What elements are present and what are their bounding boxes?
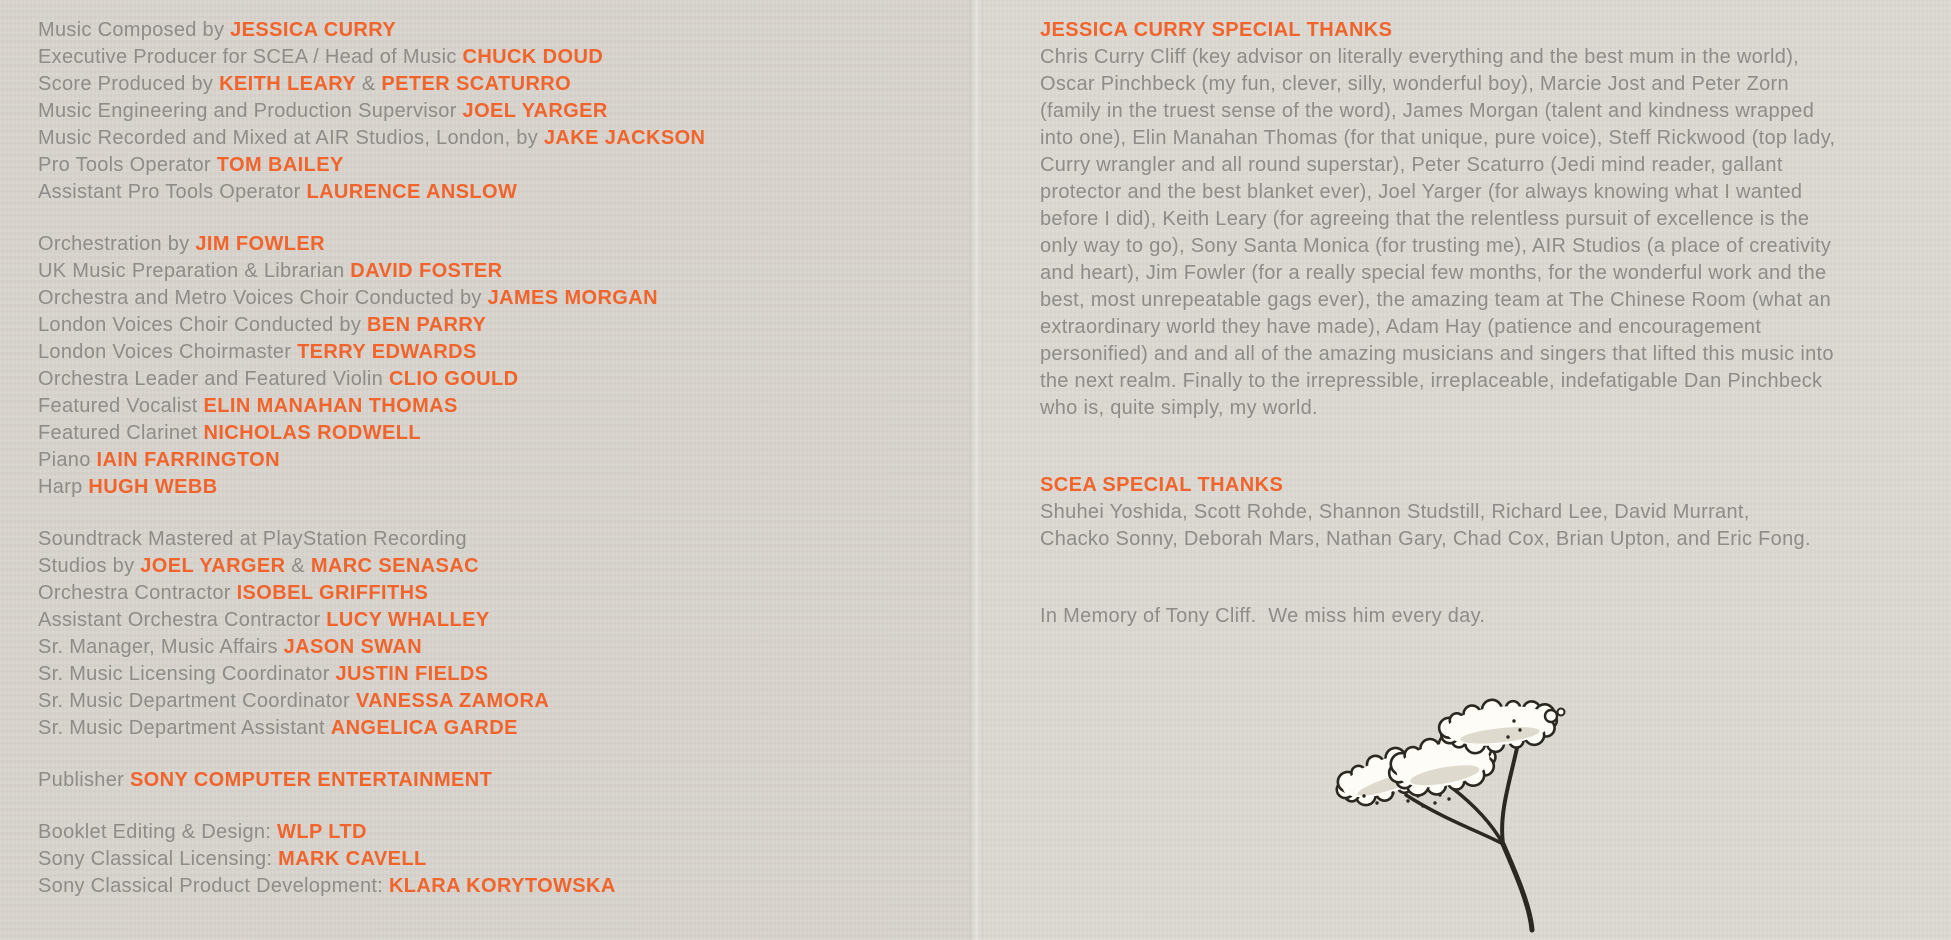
credit-line	[38, 607, 973, 634]
credit-line	[1040, 314, 1945, 341]
credit-name: NICHOLAS RODWELL	[203, 422, 421, 444]
credit-line	[38, 231, 973, 258]
credits-group	[38, 526, 973, 742]
credit-line	[38, 366, 973, 393]
section-heading: JESSICA CURRY SPECIAL THANKS	[1040, 19, 1393, 41]
credit-line	[38, 474, 973, 501]
credit-role: Music Composed by	[38, 19, 231, 41]
credits-group	[38, 767, 973, 794]
credit-name: ELIN MANAHAN THOMAS	[203, 395, 458, 417]
credit-role: Orchestra Leader and Featured Violin	[38, 368, 389, 390]
thanks-section	[1040, 17, 1945, 422]
credit-line	[1040, 260, 1945, 287]
credit-line	[38, 447, 973, 474]
credit-name: JUSTIN FIELDS	[335, 663, 489, 685]
credit-line	[38, 767, 973, 794]
credit-role: and heart), Jim Fowler (for a really special few months, for the wonderful work and the	[1040, 262, 1827, 284]
credit-line	[38, 873, 973, 900]
credit-role: Orchestra Contractor	[38, 582, 237, 604]
credit-line	[1040, 125, 1945, 152]
credit-line	[38, 661, 973, 688]
credit-role: Executive Producer for SCEA / Head of Music	[38, 46, 463, 68]
credit-line	[38, 98, 973, 125]
credit-line	[1040, 152, 1945, 179]
credit-line	[1040, 526, 1945, 553]
credit-name: DAVID FOSTER	[350, 260, 503, 282]
credit-role: personified) and and all of the amazing musicians and singers that lifted this music into	[1040, 343, 1834, 365]
credit-line	[1040, 287, 1945, 314]
credit-line	[38, 553, 973, 580]
credit-name: LUCY WHALLEY	[326, 609, 490, 631]
credit-line	[38, 258, 973, 285]
credit-line	[1040, 233, 1945, 260]
credit-role: protector and the best blanket ever), Joel Yarger (for always knowing what I wanted	[1040, 181, 1803, 203]
credit-role: Score Produced by	[38, 73, 220, 95]
credit-name: JAMES MORGAN	[487, 287, 658, 309]
credit-line	[38, 17, 973, 44]
credit-role: Sr. Music Department Assistant	[38, 717, 331, 739]
credit-line	[1040, 44, 1945, 71]
credit-role: Orchestration by	[38, 233, 196, 255]
credit-name: JAKE JACKSON	[543, 127, 706, 149]
credit-name: CLIO GOULD	[388, 368, 519, 390]
credit-role: Sr. Music Department Coordinator	[38, 690, 356, 712]
credit-role: Oscar Pinchbeck (my fun, clever, silly, wonderful boy), Marcie Jost and Peter Zorn	[1040, 73, 1789, 95]
credit-role: Shuhei Yoshida, Scott Rohde, Shannon Studstill, Richard Lee, David Murrant,	[1040, 501, 1750, 523]
credit-role: only way to go), Sony Santa Monica (for trusting me), AIR Studios (a place of creativity	[1040, 235, 1832, 257]
credit-role: Orchestra and Metro Voices Choir Conducted by	[38, 287, 488, 309]
credit-name: MARK CAVELL	[278, 848, 427, 870]
credit-line	[1040, 206, 1945, 233]
credit-role: (family in the truest sense of the word), James Morgan (talent and kindness wrapped	[1040, 100, 1815, 122]
yarrow-flower-illustration	[1330, 692, 1570, 940]
credit-role: &	[356, 73, 382, 95]
credit-role: the next realm. Finally to the irrepressible, irreplaceable, indefatigable Dan Pinchbeck	[1040, 370, 1823, 392]
credit-name: JIM FOWLER	[195, 233, 325, 255]
credit-line	[38, 44, 973, 71]
credit-name: HUGH WEBB	[88, 476, 218, 498]
credit-name: JESSICA CURRY	[230, 19, 397, 41]
credit-name: JASON SWAN	[283, 636, 423, 658]
credits-group	[38, 819, 973, 900]
credit-role: Sony Classical Licensing:	[38, 848, 279, 870]
credit-role: Piano	[38, 449, 97, 471]
credit-name: IAIN FARRINGTON	[96, 449, 280, 471]
credit-line	[1040, 499, 1945, 526]
credit-name: MARC SENASAC	[310, 555, 479, 577]
credit-role: Assistant Orchestra Contractor	[38, 609, 327, 631]
credit-name: KEITH LEARY	[219, 73, 357, 95]
credit-name: JOEL YARGER	[462, 100, 608, 122]
credit-name: WLP LTD	[277, 821, 367, 843]
credit-role: Sony Classical Product Development:	[38, 875, 389, 897]
credit-name: CHUCK DOUD	[462, 46, 604, 68]
credit-role: Chacko Sonny, Deborah Mars, Nathan Gary, Chad Cox, Brian Upton, and Eric Fong.	[1040, 528, 1811, 550]
credit-role: who is, quite simply, my world.	[1040, 397, 1318, 419]
credit-line	[38, 819, 973, 846]
credit-role: into one), Elin Manahan Thomas (for that unique, pure voice), Steff Rickwood (top lady,	[1040, 127, 1836, 149]
credit-role: UK Music Preparation & Librarian	[38, 260, 351, 282]
credit-line	[38, 152, 973, 179]
credit-line	[1040, 71, 1945, 98]
credit-name: SONY COMPUTER ENTERTAINMENT	[129, 769, 493, 791]
credit-role: best, most unrepeatable gags ever), the amazing team at The Chinese Room (what an	[1040, 289, 1832, 311]
credit-role: Publisher	[38, 769, 130, 791]
credit-role: before I did), Keith Leary (for agreeing that the relentless pursuit of excellence is the	[1040, 208, 1810, 230]
credit-role: Harp	[38, 476, 89, 498]
credit-role: In Memory of Tony Cliff. We miss him every day.	[1040, 605, 1486, 627]
credit-role: Music Recorded and Mixed at AIR Studios, London, by	[38, 127, 544, 149]
credit-role: Studios by	[38, 555, 141, 577]
credit-line	[38, 71, 973, 98]
credit-role: Pro Tools Operator	[38, 154, 217, 176]
credit-line	[38, 846, 973, 873]
credit-role: Chris Curry Cliff (key advisor on literally everything and the best mum in the world),	[1040, 46, 1800, 68]
credit-line	[38, 526, 973, 553]
credit-role: &	[285, 555, 311, 577]
credit-role: Music Engineering and Production Supervisor	[38, 100, 463, 122]
credit-name: ANGELICA GARDE	[330, 717, 518, 739]
credit-name: PETER SCATURRO	[381, 73, 572, 95]
credit-role: London Voices Choirmaster	[38, 341, 298, 363]
credit-line	[1040, 341, 1945, 368]
thanks-section	[1040, 603, 1945, 630]
credit-name: KLARA KORYTOWSKA	[388, 875, 616, 897]
credit-line	[1040, 395, 1945, 422]
credit-name: TERRY EDWARDS	[297, 341, 477, 363]
credit-role: Curry wrangler and all round superstar), Peter Scaturro (Jedi mind reader, gallant	[1040, 154, 1783, 176]
credit-role: Sr. Manager, Music Affairs	[38, 636, 284, 658]
credit-line	[38, 715, 973, 742]
credit-line	[38, 634, 973, 661]
credit-line	[38, 179, 973, 206]
credit-line	[38, 688, 973, 715]
credits-group	[38, 231, 973, 501]
credit-role: Assistant Pro Tools Operator	[38, 181, 307, 203]
credit-line	[1040, 98, 1945, 125]
special-thanks-column	[1040, 17, 1945, 630]
credit-role: extraordinary world they have made), Adam Hay (patience and encouragement	[1040, 316, 1762, 338]
credit-role: Featured Clarinet	[38, 422, 204, 444]
credit-name: LAURENCE ANSLOW	[306, 181, 518, 203]
credit-line	[38, 285, 973, 312]
credit-name: ISOBEL GRIFFITHS	[236, 582, 429, 604]
credit-name: JOEL YARGER	[140, 555, 286, 577]
credit-line	[1040, 603, 1945, 630]
credit-line	[38, 420, 973, 447]
credit-line	[38, 393, 973, 420]
credits-group	[38, 17, 973, 206]
credit-role: London Voices Choir Conducted by	[38, 314, 368, 336]
credit-line	[38, 339, 973, 366]
credit-line	[38, 580, 973, 607]
credit-line	[1040, 368, 1945, 395]
credit-line	[38, 125, 973, 152]
credits-column	[38, 17, 973, 900]
credit-role: Featured Vocalist	[38, 395, 204, 417]
credit-role: Soundtrack Mastered at PlayStation Recording	[38, 528, 467, 550]
section-heading: SCEA SPECIAL THANKS	[1040, 474, 1284, 496]
credit-role: Sr. Music Licensing Coordinator	[38, 663, 336, 685]
credit-name: BEN PARRY	[367, 314, 487, 336]
credit-line	[1040, 179, 1945, 206]
credit-line	[38, 312, 973, 339]
credit-role: Booklet Editing & Design:	[38, 821, 278, 843]
thanks-section	[1040, 472, 1945, 553]
credit-name: TOM BAILEY	[216, 154, 344, 176]
credit-name: VANESSA ZAMORA	[355, 690, 550, 712]
